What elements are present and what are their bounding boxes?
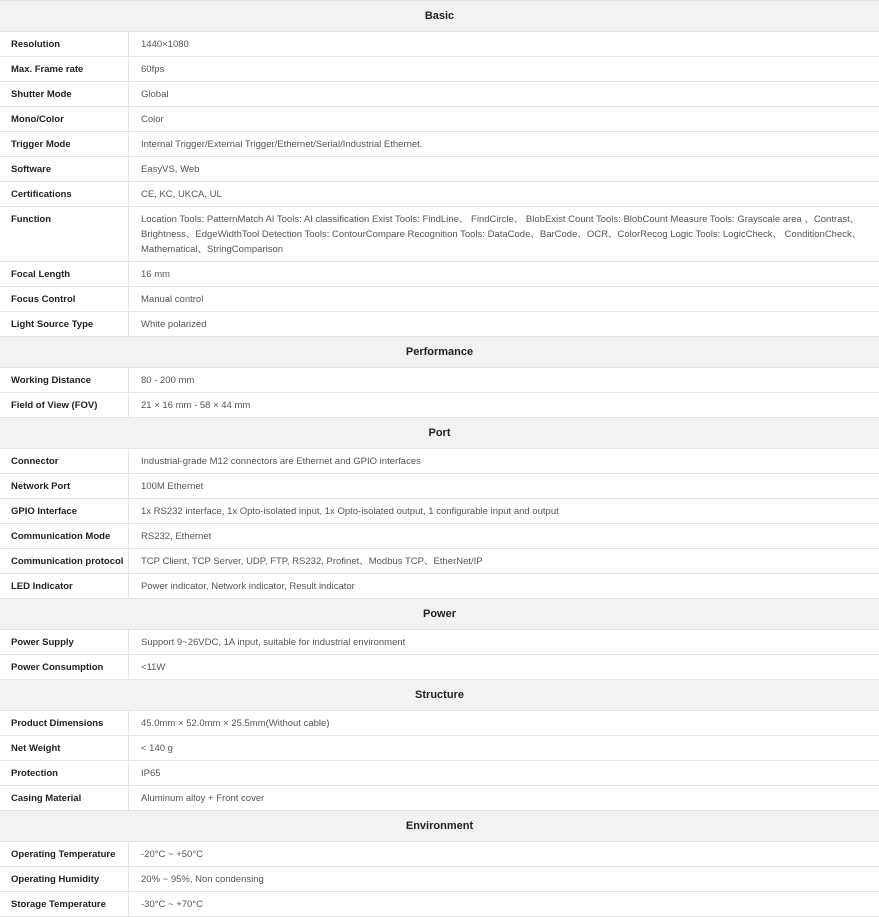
spec-row [0, 368, 879, 393]
spec-label: Operating Humidity [0, 867, 129, 891]
spec-value: 21 × 16 mm - 58 × 44 mm [141, 400, 251, 411]
spec-value: 100M Ethernet [141, 481, 204, 492]
section-header: Performance [0, 337, 879, 368]
section-header: Power [0, 599, 879, 630]
spec-row [0, 842, 879, 867]
spec-label: Net Weight [0, 736, 129, 760]
spec-row [0, 107, 879, 132]
spec-value: 1x RS232 interface, 1x Opto-isolated input, 1x Opto-isolated output, 1 configurable input and output [141, 506, 559, 517]
spec-label: Light Source Type [0, 312, 129, 336]
spec-row [0, 207, 879, 262]
spec-label: Trigger Mode [0, 132, 129, 156]
spec-label: Connector [0, 449, 129, 473]
section-header: Structure [0, 680, 879, 711]
spec-label: GPIO Interface [0, 499, 129, 523]
spec-value: White polarized [141, 319, 207, 330]
spec-value: 1440×1080 [141, 39, 189, 50]
spec-value: Color [141, 114, 164, 125]
spec-row [0, 32, 879, 57]
spec-label: Max. Frame rate [0, 57, 129, 81]
spec-row [0, 630, 879, 655]
spec-value: Support 9~26VDC, 1A input, suitable for industrial environment [141, 637, 406, 648]
spec-row [0, 786, 879, 811]
spec-label: Communication Mode [0, 524, 129, 548]
spec-label: LED Indicator [0, 574, 129, 598]
section-header: Environment [0, 811, 879, 842]
spec-row [0, 82, 879, 107]
spec-row [0, 736, 879, 761]
section-header: Basic [0, 1, 879, 32]
spec-value: 60fps [141, 64, 165, 75]
spec-row [0, 312, 879, 337]
spec-value: Manual control [141, 294, 204, 305]
spec-row [0, 287, 879, 312]
spec-value: < 140 g [141, 743, 173, 754]
spec-label: Field of View (FOV) [0, 393, 129, 417]
spec-label: Power Supply [0, 630, 129, 654]
spec-value: 45.0mm × 52.0mm × 25.5mm(Without cable) [141, 718, 330, 729]
spec-value: CE, KC, UKCA, UL [141, 189, 222, 200]
spec-label: Communication protocol [0, 549, 129, 573]
spec-value: Global [141, 89, 169, 100]
spec-row [0, 157, 879, 182]
spec-label: Shutter Mode [0, 82, 129, 106]
spec-row [0, 574, 879, 599]
spec-value: 20% ~ 95%, Non condensing [141, 874, 264, 885]
spec-value: TCP Client, TCP Server, UDP, FTP, RS232, Profinet、Modbus TCP、EtherNet/IP [141, 556, 483, 567]
spec-value: <11W [141, 662, 166, 673]
spec-label: Mono/Color [0, 107, 129, 131]
spec-value: Location Tools: PatternMatch AI Tools: AI classification Exist Tools: FindLine、 FindCircle、 BlobExist Count Tools: BlobCount Measure Tools: Grayscale area 、Contrast、Brightness、EdgeWidthTool Detection Tools: ContourCompare Recognition Tools: DataCode、BarCode、OCR、ColorRecog Logic Tools: LogicCheck、 ConditionCheck、Mathematical、StringComparison [141, 214, 862, 255]
spec-label: Network Port [0, 474, 129, 498]
spec-label: Power Consumption [0, 655, 129, 679]
spec-row [0, 182, 879, 207]
spec-value: 16 mm [141, 269, 171, 280]
spec-row [0, 867, 879, 892]
spec-value: Industrial-grade M12 connectors are Ethernet and GPIO interfaces [141, 456, 421, 467]
spec-row [0, 262, 879, 287]
spec-label: Certifications [0, 182, 129, 206]
spec-row [0, 499, 879, 524]
spec-row [0, 57, 879, 82]
spec-value: 80 - 200 mm [141, 375, 195, 386]
spec-value: IP65 [141, 768, 161, 779]
spec-label: Focus Control [0, 287, 129, 311]
section-header: Port [0, 418, 879, 449]
spec-label: Software [0, 157, 129, 181]
spec-label: Working Distance [0, 368, 129, 392]
spec-value: -20°C ~ +50°C [141, 849, 203, 860]
spec-row [0, 549, 879, 574]
spec-value: RS232, Ethernet [141, 531, 212, 542]
spec-row [0, 655, 879, 680]
spec-row [0, 892, 879, 917]
spec-value: Internal Trigger/External Trigger/Ethernet/Serial/Industrial Ethernet. [141, 139, 423, 150]
spec-value: -30°C ~ +70°C [141, 899, 203, 910]
spec-row [0, 711, 879, 736]
spec-label: Protection [0, 761, 129, 785]
spec-value: Power indicator, Network indicator, Result indicator [141, 581, 355, 592]
spec-label: Operating Temperature [0, 842, 129, 866]
spec-row [0, 393, 879, 418]
spec-label: Storage Temperature [0, 892, 129, 916]
spec-row [0, 474, 879, 499]
spec-value: EasyVS, Web [141, 164, 200, 175]
spec-label: Focal Length [0, 262, 129, 286]
spec-value: Aluminum alloy + Front cover [141, 793, 265, 804]
spec-label: Function [0, 207, 129, 261]
spec-label: Product Dimensions [0, 711, 129, 735]
spec-row [0, 449, 879, 474]
spec-label: Casing Material [0, 786, 129, 810]
spec-label: Resolution [0, 32, 129, 56]
spec-row [0, 132, 879, 157]
spec-row [0, 524, 879, 549]
spec-row [0, 761, 879, 786]
